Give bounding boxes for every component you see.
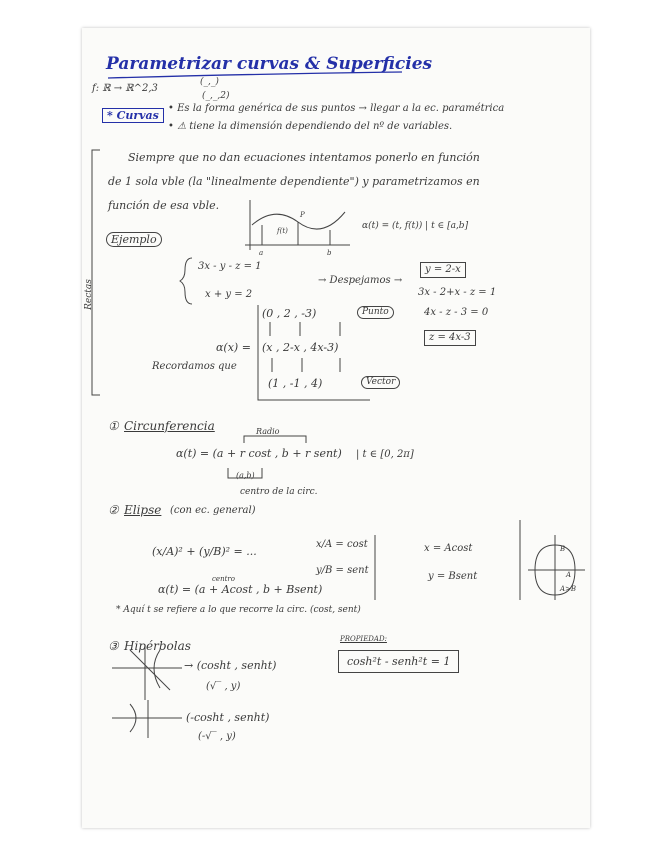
circunferencia-heading: Circunferencia — [124, 419, 215, 433]
recordamos-label: Recordamos que — [152, 361, 237, 372]
propiedad-formula: cosh²t - senh²t = 1 — [338, 650, 459, 673]
ejemplo-label: Ejemplo — [106, 232, 162, 247]
center-label: (a,b) — [236, 471, 255, 480]
elipse-eq-y: y/B = sent — [316, 565, 369, 576]
elipse-note: (con ec. general) — [170, 505, 256, 516]
rectas-bracket — [92, 150, 100, 395]
graph-label-b: b — [327, 249, 332, 257]
solution-line-2: 3x - 2+x - z = 1 — [418, 287, 497, 298]
solution-line-3: 4x - z - 3 = 0 — [424, 307, 489, 318]
graph-label-p: P — [300, 211, 305, 219]
circunferencia-formula: α(t) = (a + r cost , b + r sent) — [176, 447, 342, 460]
alpha-label: α(x) = — [216, 341, 251, 354]
hiperbola-right-sqrt: (√‾ , y) — [206, 681, 241, 692]
hiperbola-left-sqrt: (-√‾ , y) — [198, 731, 236, 742]
punto-label: Punto — [357, 306, 394, 319]
intro-line-1: Siempre que no dan ecuaciones intentamos ponerlo en función — [128, 151, 480, 164]
hyperbola1-asymptote — [130, 650, 170, 690]
tuple-parametric: (x , 2-x , 4x-3) — [262, 341, 339, 354]
elipse-aside: * Aquí t se refiere a lo que recorre la circ. (cost, sent) — [116, 605, 361, 615]
tuple-vector: (1 , -1 , 4) — [268, 377, 323, 390]
despejamos-label: → Despejamos → — [318, 275, 403, 286]
hiperbola-right-param: → (cosht , senht) — [184, 659, 277, 672]
elipse-number: ② — [108, 503, 119, 517]
elipse-param: α(t) = (a + Acost , b + Bsent) — [158, 583, 323, 596]
elipse-result-y: y = Bsent — [428, 571, 478, 582]
elipse-heading: Elipse — [124, 503, 162, 517]
elipse-eq-x: x/A = cost — [316, 539, 368, 550]
tuple-point: (0 , 2 , -3) — [262, 307, 317, 320]
hyperbola1-branch — [154, 650, 160, 688]
ellipse-fig-label-a: A — [566, 571, 572, 579]
system-eq-2: x + y = 2 — [205, 289, 253, 300]
ellipse-fig-label-b: B — [560, 545, 566, 553]
elipse-centro-label: centro — [212, 575, 235, 583]
hiperbola-left-param: (-cosht , senht) — [186, 711, 270, 724]
intro-line-2: de 1 sola vble (la "linealmente dependiente") y parametrizamos en — [108, 175, 480, 188]
curvas-bullet-2: • ⚠ tiene la dimensión dependiendo del nº de variables. — [168, 121, 453, 132]
system-eq-1: 3x - y - z = 1 — [198, 261, 262, 272]
rectas-side-label: Rectas — [83, 279, 94, 310]
hiperbolas-heading: Hipérbolas — [124, 639, 191, 653]
graph-formula: α(t) = (t, f(t)) | t ∈ [a,b] — [362, 221, 469, 231]
ellipse-fig-label-cond: A>B — [560, 585, 577, 593]
radio-bracket — [244, 436, 306, 443]
hiperbolas-number: ③ — [108, 639, 119, 653]
header-point-3d: (_,_,2) — [202, 91, 230, 101]
circunferencia-number: ① — [108, 419, 119, 433]
vector-label: Vector — [361, 376, 400, 389]
header-mapping: f: ℝ → ℝ^2,3 — [92, 83, 158, 94]
radio-label: Radio — [256, 427, 280, 436]
center-note: centro de la circ. — [240, 487, 318, 497]
system-brace — [180, 258, 192, 304]
page-title: Parametrizar curvas & Superficies — [106, 54, 433, 74]
curvas-label: * Curvas — [102, 108, 164, 123]
graph-label-ft: f(t) — [277, 227, 288, 235]
header-point-2d: (_,_) — [200, 77, 219, 87]
elipse-result-x: x = Acost — [424, 543, 473, 554]
curvas-bullet-1: • Es la forma genérica de sus puntos → llegar a la ec. paramétrica — [168, 103, 505, 114]
graph-label-a: a — [259, 249, 264, 257]
elipse-general: (x/A)² + (y/B)² = ... — [152, 545, 257, 558]
circunferencia-range: | t ∈ [0, 2π] — [356, 449, 414, 460]
solution-y: y = 2-x — [420, 262, 466, 278]
propiedad-label: PROPIEDAD: — [340, 635, 387, 643]
solution-z: z = 4x-3 — [424, 330, 476, 346]
intro-line-3: función de esa vble. — [108, 199, 220, 212]
